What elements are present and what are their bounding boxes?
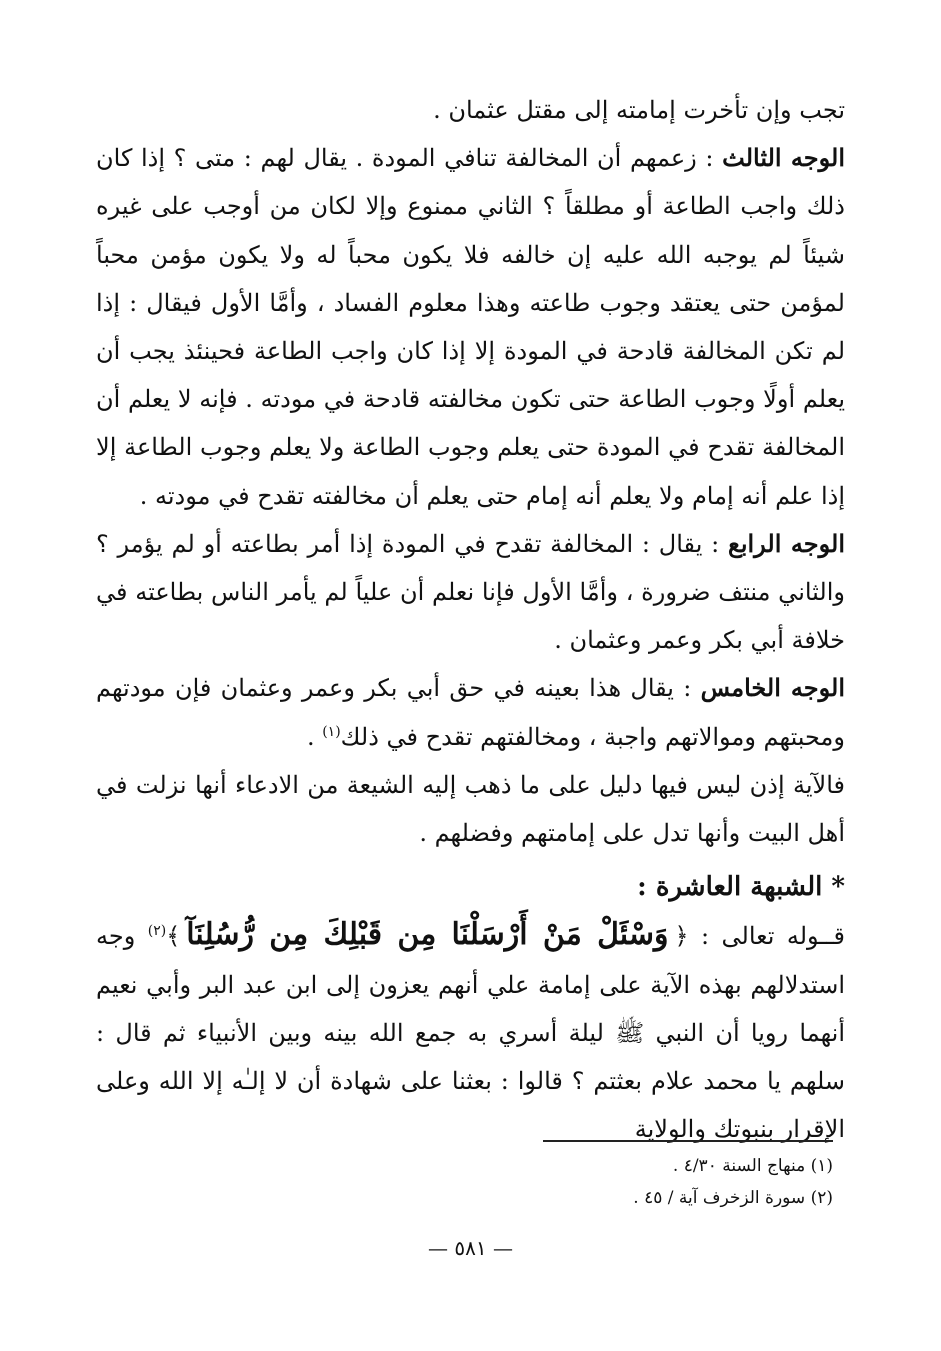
footnote-reference: (١) (322, 723, 341, 740)
paragraph-conclusion (96, 761, 845, 857)
quran-verse: وَسْئَلْ مَنْ أَرْسَلْنَا مِن قَبْلِكَ مِن رُّسُلِنَآ (186, 917, 669, 953)
paragraph-text-tail: . (306, 722, 323, 751)
paragraph-verse (96, 911, 845, 1153)
verse-intro: قــوله تعالى : ﴿ (674, 922, 845, 951)
paragraph-heading: الوجه الثالث (722, 143, 845, 173)
footnote-item: (٢) سورة الزخرف آية / ٤٥ . (633, 1188, 833, 1208)
paragraph-continuation (96, 86, 845, 134)
footnote-divider (543, 1140, 833, 1142)
paragraph-text: وجه استدلالهم بهذه الآية على إمامة علي أنهم يعزون إلى ابن عبد البر وأبي نعيم أنهما رويا أن النبي ﷺ ليلة أسري به جمع الله بينه وبين الأنبياء ثم قال : سلهم يا محمد علام بعثتم ؟ قالوا : بعثنا على شهادة أن لا إلـٰه إلا الله وعلى الإقرار بنبوتك والولاية (96, 922, 845, 1144)
section-title: * الشبهة العاشرة : (637, 872, 845, 903)
paragraph-text: : يقال هذا بعينه في حق أبي بكر وعمر وعثمان فإن مودتهم ومحبتهم وموالاتهم واجبة ، ومخالفتهم تقدح في ذلك (96, 674, 845, 751)
paragraph-heading: الوجه الخامس (700, 673, 845, 703)
footnote-item: (١) منهاج السنة ٤/٣٠ . (672, 1156, 833, 1176)
body-text (96, 86, 845, 1153)
paragraph-text: تجب وإن تأخرت إمامته إلى مقتل عثمان . (433, 96, 845, 124)
paragraph-text: : زعمهم أن المخالفة تنافي المودة . يقال لهم : متى ؟ إذا كان ذلك واجب الطاعة أو مطلقاً ؟ الثاني ممنوع وإلا لكان من أوجب على غيره شيئاً لم يوجبه الله عليه إن خالفه فلا يكون محباً له ولا يكون مؤمن محباً لمؤمن حتى يعتقد وجوب طاعته وهذا معلوم الفساد ، وأمَّا الأول فيقال : إذا لم تكن المخالفة قادحة في المودة إلا إذا كان واجب الطاعة فحينئذ يجب أن يعلم أولًا وجوب الطاعة حتى تكون مخالفته قادحة في مودته . فإنه لا يعلم أن المخالفة تقدح في المودة حتى يعلم وجوب الطاعة ولا يعلم وجوب الطاعة إلا إذا علم أنه إمام ولا يعلم أنه إمام حتى يعلم أن مخالفته تقدح في مودته . (96, 144, 845, 510)
page-number: — ٥٨١ — (428, 1236, 513, 1260)
paragraph-heading: الوجه الرابع (728, 528, 845, 558)
paragraph-text: فالآية إذن ليس فيها دليل على ما ذهب إليه الشيعة من الادعاء أنها نزلت في أهل البيت وأنها تدل على إمامتهم وفضلهم . (96, 770, 845, 848)
footnote-reference: (٢) (147, 923, 167, 940)
footnotes (108, 1150, 833, 1214)
paragraph-fourth-aspect (96, 520, 845, 665)
paragraph-third-aspect (96, 134, 845, 520)
paragraph-text: : يقال : المخالفة تقدح في المودة إذا أمر بطاعته أو لم يؤمر ؟ والثاني منتف ضرورة ، وأمَّا الأول فإنا نعلم أن علياً لم يأمر الناس بطاعته في خلافة أبي بكر وعمر وعثمان . (96, 529, 845, 655)
paragraph-fifth-aspect (96, 664, 845, 760)
verse-close: ﴾ (166, 922, 181, 951)
